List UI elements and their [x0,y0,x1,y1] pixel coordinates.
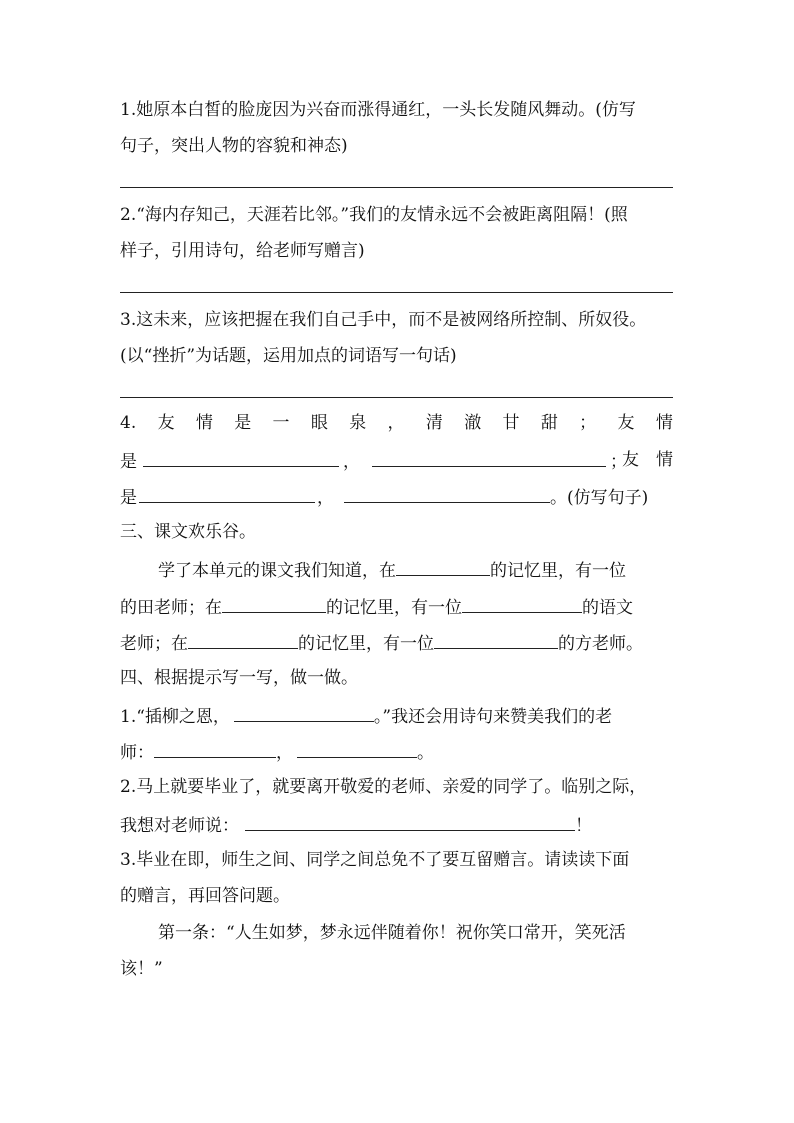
q4-blank-2[interactable] [372,448,606,467]
section4-item1-text-d: ， [276,743,293,763]
section4-item2-line2 [120,812,680,838]
q4-row2-end: 友 情 [622,450,673,470]
q4-row2 [120,448,680,474]
q4-row2-start: 是 [120,452,137,472]
section3-p1-text-a: 学了本单元的课文我们知道，在 [158,561,396,581]
section3-blank-3[interactable] [462,594,582,613]
q4-row2-semicolon: ； [610,452,627,472]
q4-row1-char: 一 [272,413,290,433]
section3-heading: 三、课文欢乐谷。 [120,522,256,542]
section3-blank-5[interactable] [434,630,558,649]
section4-item3-line2: 的赠言，再回答问题。 [120,886,290,906]
section3-p1-text-b: 的记忆里，有一位 [490,561,626,581]
section4-item2-text-b: 我想对老师说： [120,816,239,836]
q2-line2: 样子，引用诗句，给老师写赠言) [120,241,365,261]
q4-row3-end: 。(仿写句子) [550,488,649,508]
q4-blank-3[interactable] [139,484,315,503]
q4-row1-char: 情 [195,413,213,433]
q3-line2: (以“挫折”为话题，运用加点的词语写一句话) [120,346,457,366]
q4-row1-char: ， [387,413,405,433]
q1-line2: 句子，突出人物的容貌和神态) [120,136,348,156]
q4-row2-comma: ， [343,452,360,472]
section4-item1-line2 [120,739,680,765]
q4-row1-char: 甜 [540,413,558,433]
section4-item1-text-c: 师： [120,743,154,763]
q4-row1-char: 澈 [464,413,482,433]
section4-item1-text-a: 1.“插柳之恩， [120,707,230,727]
section3-p2-text-b: 的记忆里，有一位 [326,598,462,618]
q3-answer-line[interactable] [120,397,673,398]
section4-blank-3[interactable] [297,739,417,758]
q4-row1-char: 友 [157,413,175,433]
section4-item3-line3: 第一条：“人生如梦，梦永远伴随着你！祝你笑口常开，笑死活 [158,923,626,943]
section3-p2-text-c: 的语文 [582,598,633,618]
section3-para-line1 [158,557,718,583]
q4-row1-char: 甘 [502,413,520,433]
q4-row1-char: 泉 [349,413,367,433]
q4-row1-char: 清 [425,413,443,433]
section4-item3-line4: 该！” [120,959,163,979]
q4-blank-4[interactable] [344,484,550,503]
q4-row3-start: 是 [120,488,137,508]
section3-p2-text-a: 的田老师；在 [120,598,222,618]
q4-row1 [120,411,680,435]
section4-item2-line1: 2.马上就要毕业了，就要离开敬爱的老师、亲爱的同学了。临别之际， [120,777,647,797]
q4-row1-char: 是 [234,413,252,433]
q1-line1: 1.她原本白皙的脸庞因为兴奋而涨得通红，一头长发随风舞动。(仿写 [120,100,636,120]
q3-line1: 3.这未来，应该把握在我们自己手中，而不是被网络所控制、所奴役。 [120,310,647,330]
section4-item1-text-b: 。”我还会用诗句来赞美我们的老 [373,707,613,727]
section3-p3-text-b: 的记忆里，有一位 [298,634,434,654]
section3-blank-2[interactable] [222,594,326,613]
section4-heading: 四、根据提示写一写，做一做。 [120,668,358,688]
section3-p3-text-c: 的方老师。 [558,634,643,654]
section4-item1-text-e: 。 [417,743,434,763]
q4-row1-char: 友 [617,413,635,433]
q4-row3-comma: ， [317,488,334,508]
section4-item3-line1: 3.毕业在即，师生之间、同学之间总免不了要互留赠言。请读读下面 [120,850,630,870]
q4-row1-char: 情 [655,413,673,433]
q4-spread-text [120,411,673,435]
section4-blank-4[interactable] [245,812,575,831]
q4-blank-1[interactable] [143,448,339,467]
q4-row1-char: 4. [120,413,137,433]
section3-p3-text-a: 老师；在 [120,634,188,654]
q1-answer-line[interactable] [120,187,673,188]
section3-para-line3 [120,630,680,656]
section3-blank-4[interactable] [188,630,298,649]
q4-row1-char: 眼 [310,413,328,433]
section3-blank-1[interactable] [396,557,490,576]
q2-answer-line[interactable] [120,292,673,293]
section4-item2-text-c: ！ [575,816,592,836]
q4-row3 [120,484,680,510]
section4-item1-line1 [120,703,680,729]
q4-row1-char: ； [579,413,597,433]
q2-line1: 2.“海内存知己，天涯若比邻。”我们的友情永远不会被距离阻隔！(照 [120,205,628,225]
section4-blank-1[interactable] [234,703,374,722]
section3-para-line2 [120,594,680,620]
section4-blank-2[interactable] [154,739,276,758]
